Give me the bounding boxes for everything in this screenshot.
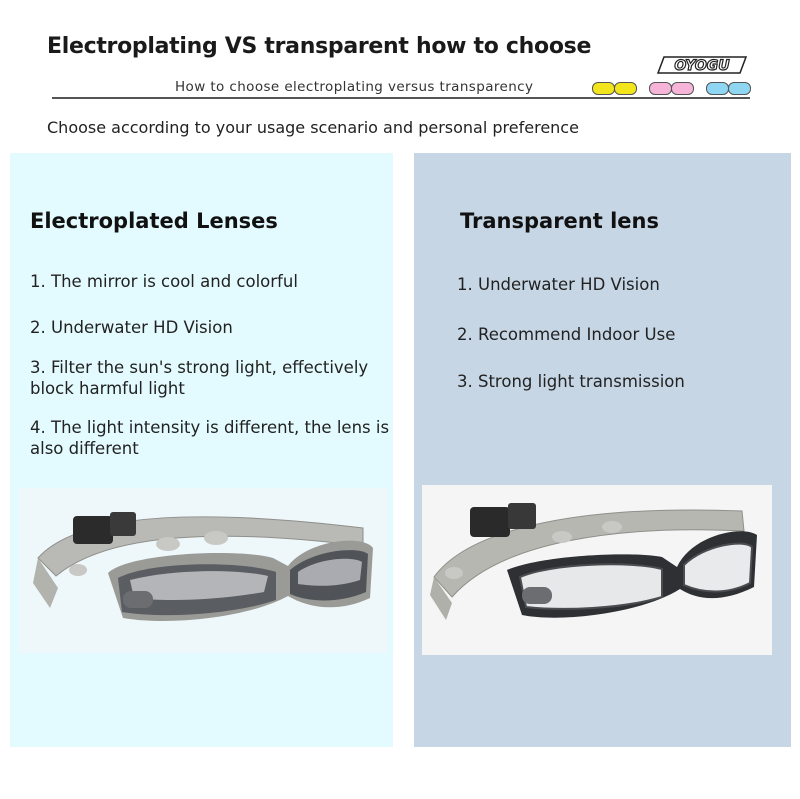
- mirrored-goggles-photo: [18, 488, 388, 653]
- intro-text: Choose according to your usage scenario and personal preference: [47, 118, 579, 137]
- brand-logo-text: OYOGU: [674, 58, 730, 74]
- color-swatch-blue: [706, 82, 729, 95]
- electroplated-feature-3: 3. Filter the sun's strong light, effectively block harmful light: [30, 358, 369, 398]
- electroplated-feature-1: 1. The mirror is cool and colorful: [30, 272, 298, 291]
- electroplated-panel: [10, 153, 393, 747]
- electroplated-feature-2: 2. Underwater HD Vision: [30, 318, 233, 337]
- transparent-panel: [414, 153, 791, 747]
- color-swatch-yellow: [614, 82, 637, 95]
- electroplated-heading: Electroplated Lenses: [30, 209, 278, 233]
- page-title: Electroplating VS transparent how to choose: [47, 34, 592, 59]
- header-divider: [52, 97, 750, 99]
- transparent-heading: Transparent lens: [460, 209, 659, 233]
- brand-logo: [654, 53, 750, 77]
- electroplated-feature-4: 4. The light intensity is different, the lens is also different: [30, 418, 390, 458]
- clear-goggles-photo: [422, 485, 772, 655]
- color-swatch-pink: [649, 82, 672, 95]
- color-swatch-blue: [728, 82, 751, 95]
- transparent-feature-2: 2. Recommend Indoor Use: [457, 325, 676, 344]
- color-swatch-pink: [671, 82, 694, 95]
- color-swatch-yellow: [592, 82, 615, 95]
- transparent-feature-3: 3. Strong light transmission: [457, 372, 685, 391]
- transparent-feature-1: 1. Underwater HD Vision: [457, 275, 660, 294]
- page-subtitle: How to choose electroplating versus transparency: [175, 79, 534, 95]
